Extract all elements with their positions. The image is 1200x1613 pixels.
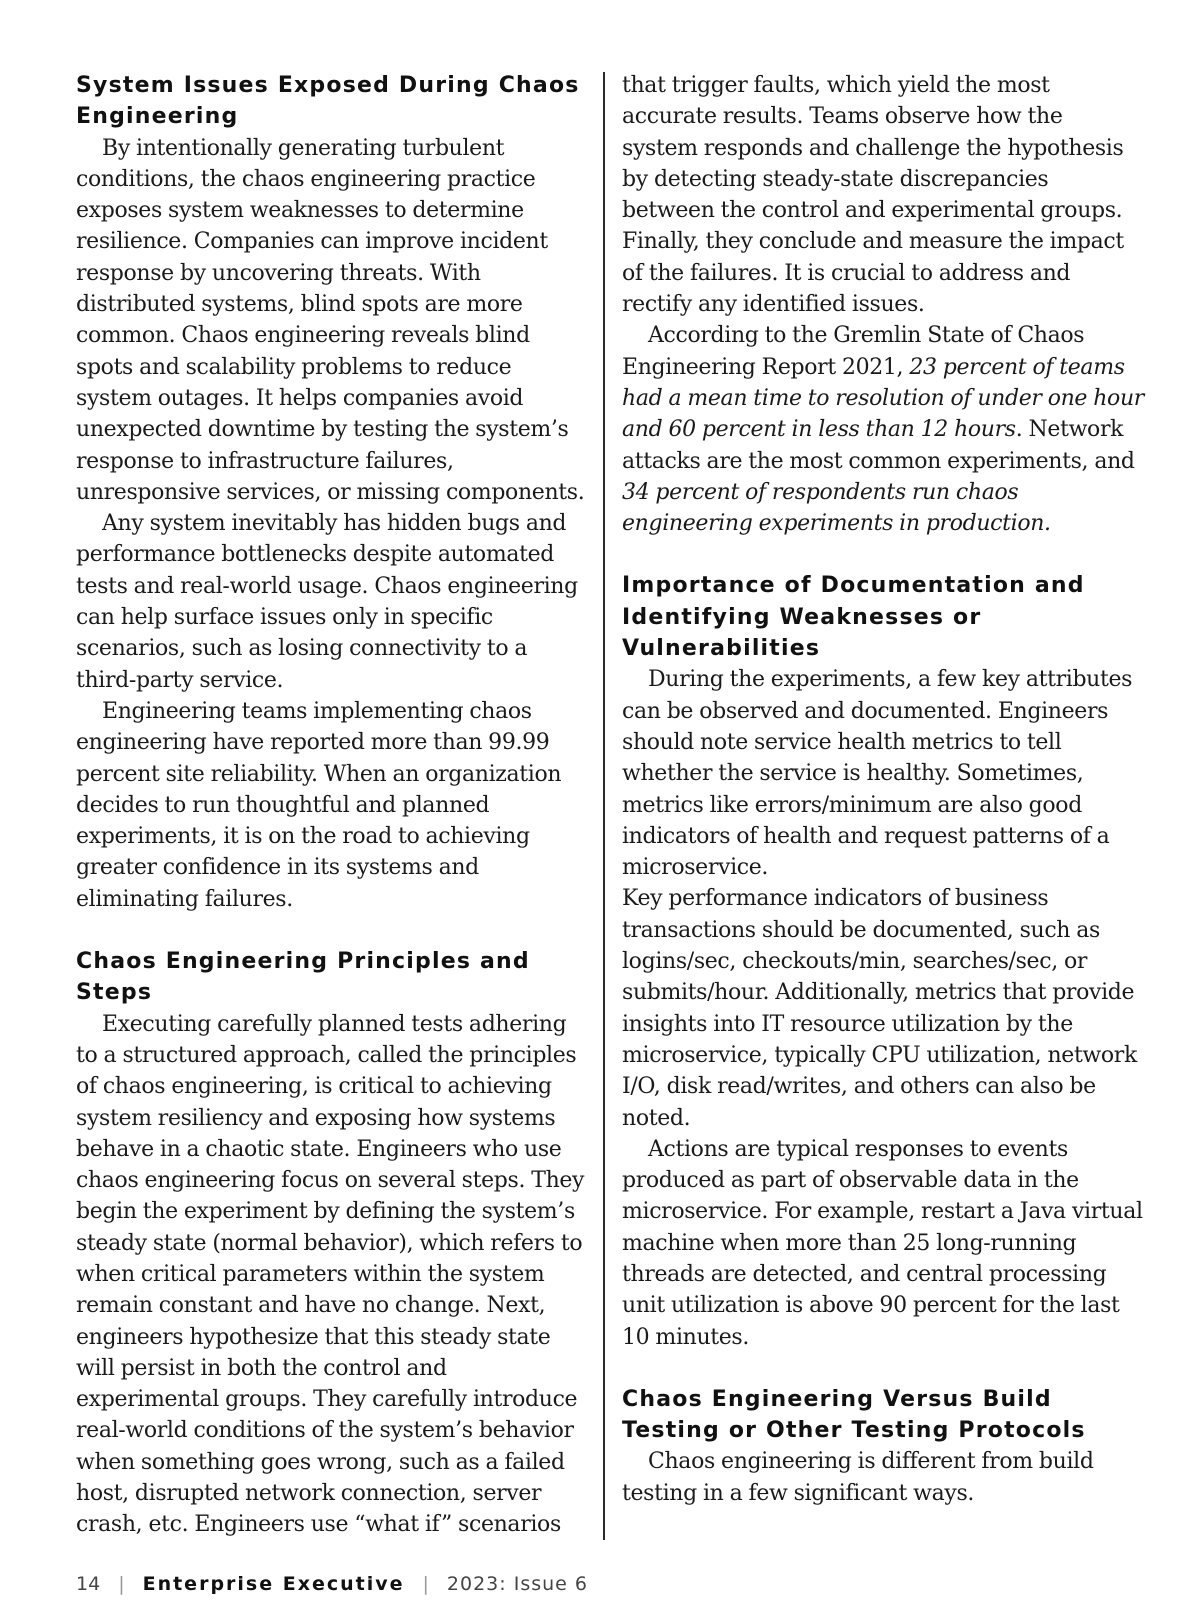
paragraph: Actions are typical responses to events produced as part of observable data in the microservice. For example, restart a Java virtual machine when more than 25 long-running threads are detected, and central processing unit utilization is above 90 percent for the last 10 minutes. [622, 1136, 1143, 1350]
footer-separator: | [422, 1573, 429, 1595]
paragraph: By intentionally generating turbulent conditions, the chaos engineering practice exposes system weaknesses to determine resilience. Companies can improve incident response by uncovering threats. With distributed systems, blind spots are more common. Chaos engineering reveals blind spots and scalability problems to reduce system outages. It helps companies avoid unexpected downtime by testing the system’s response to infrastructure failures, unresponsive services, or missing components. [76, 135, 585, 505]
paragraph: Key performance indicators of business transactions should be documented, such as logins/sec, checkouts/min, searches/sec, or submits/hour. Additionally, metrics that provide insights into IT resource utilization by the microservice, typically CPU utilization, network I/O, disk read/writes, and others can also be noted. [622, 886, 1137, 1131]
heading-system-issues: System Issues Exposed During Chaos Engineering [76, 73, 580, 130]
paragraph: Any system inevitably has hidden bugs and performance bottlenecks despite automated tests and real-world usage. Chaos engineering can help surface issues only in specific scenarios, such as losing connectivity to a third-party service. [76, 511, 578, 693]
page-footer [76, 1573, 588, 1595]
paragraph: During the experiments, a few key attributes can be observed and documented. Engineers should note service health metrics to tell whether the service is healthy. Sometimes, metrics like errors/minimum are also good indicators of health and request patterns of a microservice. [622, 667, 1133, 881]
paragraph: Chaos engineering is different from build testing in a few significant ways. [622, 1449, 1094, 1506]
heading-documentation: Importance of Documentation and Identifying Weaknesses or Vulnerabilities [622, 573, 1085, 662]
right-column [622, 70, 1144, 1509]
paragraph: Executing carefully planned tests adhering to a structured approach, called the principles of chaos engineering, is critical to achieving system resiliency and exposing how systems behave in a chaotic state. Engineers who use chaos engineering focus on several steps. They begin the experiment by defining the system’s steady state (normal behavior), which refers to when critical parameters within the system remain constant and have no change. Next, engineers hypothesize that this steady state will persist in both the control and experimental groups. They carefully introduce real-world conditions of the system’s behavior when something goes wrong, such as a failed host, disrupted network connection, server crash, etc. Engineers use “what if” scenarios [76, 1011, 585, 1538]
column-divider [603, 72, 605, 1540]
paragraph-gremlin-report: According to the Gremlin State of Chaos Engineering Report 2021, 23 percent of teams had a mean time to resolution of under one hour and 60 percent in less than 12 hours. Network attacks are the most common experiments, and 34 percent of respondents run chaos engineering experiments in production. [622, 323, 1144, 537]
paragraph: Engineering teams implementing chaos engineering have reported more than 99.99 percent site reliability. When an organization decides to run thoughtful and planned experiments, it is on the road to achieving greater confidence in its systems and eliminating failures. [76, 698, 562, 912]
italic-statistic: 34 percent of respondents run chaos engineering experiments in production. [622, 479, 1051, 537]
page-number: 14 [76, 1573, 101, 1595]
paragraph: that trigger faults, which yield the most accurate results. Teams observe how the system responds and challenge the hypothesis by detecting steady-state discrepancies between the control and experimental groups. Finally, they conclude and measure the impact of the failures. It is crucial to address and rectify any identified issues. [622, 73, 1124, 318]
footer-separator: | [118, 1573, 125, 1595]
italic-statistic: 23 percent of teams had a mean time to resolution of under one hour and 60 percent in less than 12 hours [622, 354, 1144, 443]
heading-versus-build-testing: Chaos Engineering Versus Build Testing or Other Testing Protocols [622, 1386, 1086, 1444]
magazine-title: Enterprise Executive [142, 1573, 405, 1595]
heading-principles-steps: Chaos Engineering Principles and Steps [76, 949, 530, 1006]
left-column [76, 70, 588, 1541]
issue-label: 2023: Issue 6 [446, 1573, 588, 1595]
